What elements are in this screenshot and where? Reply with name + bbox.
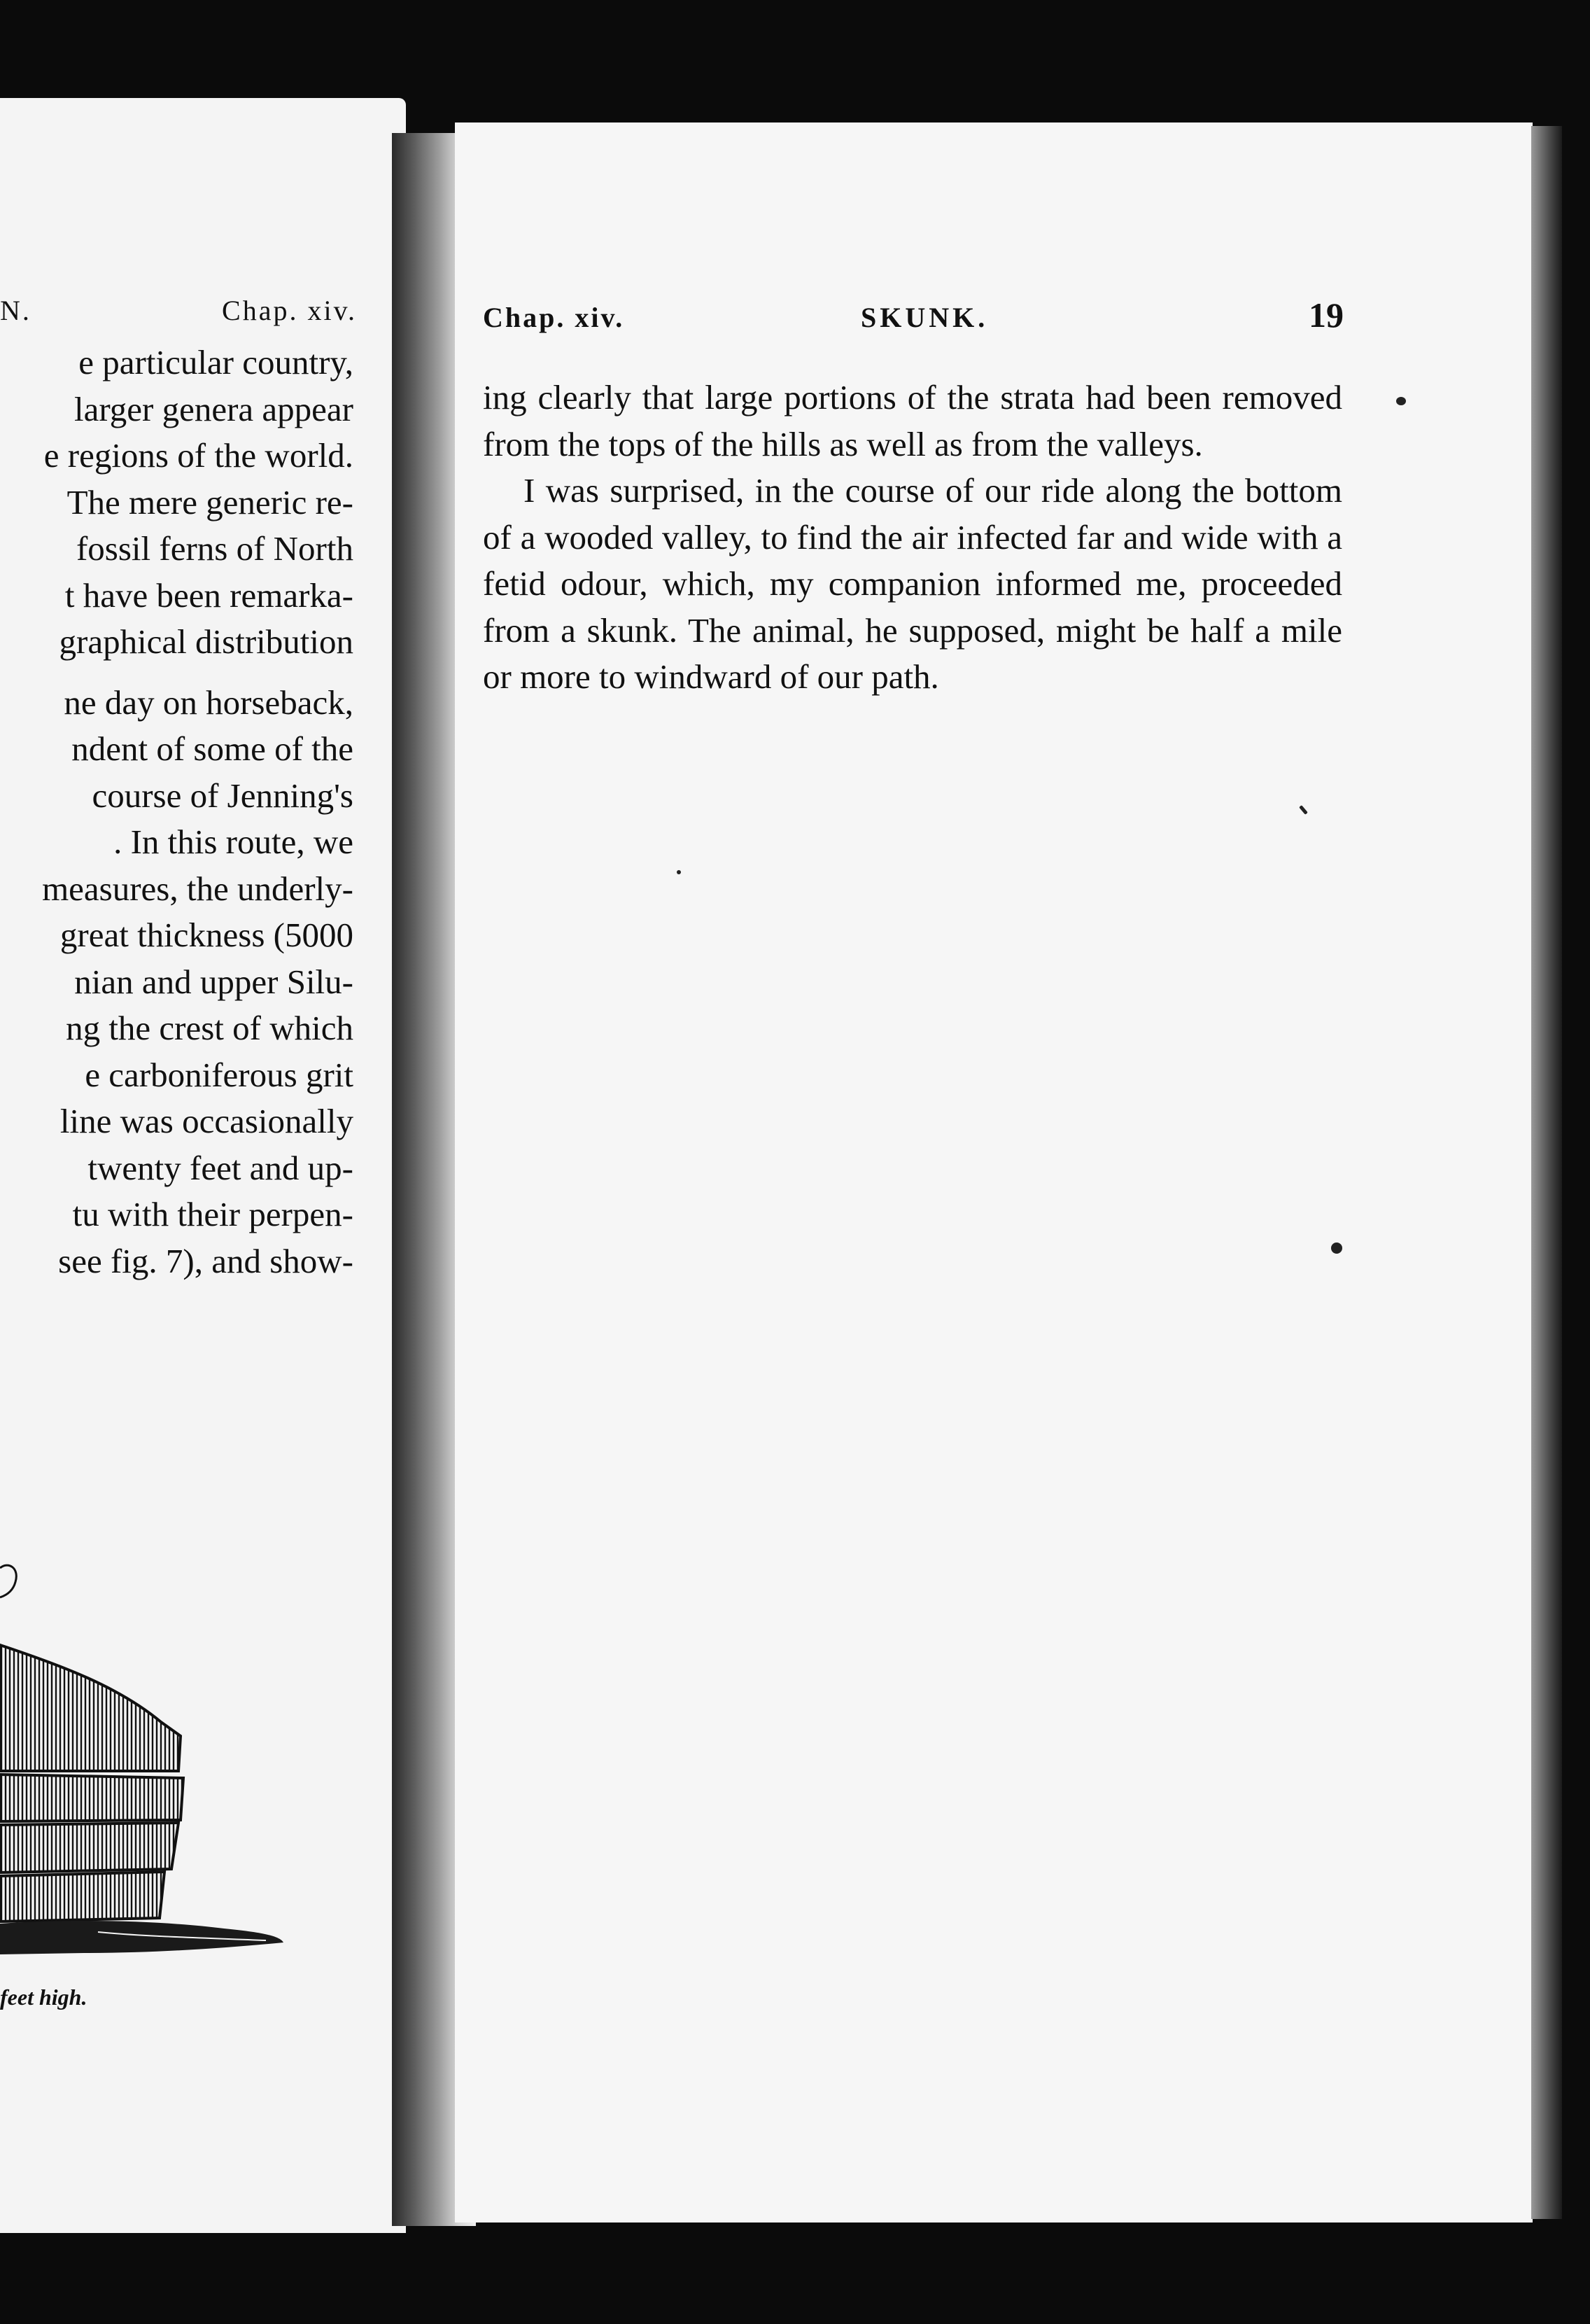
- left-line: nian and upper Silu-: [74, 962, 353, 1001]
- left-running-header: [0, 294, 357, 336]
- paragraph: ing clearly that large portions of the strata had been removed from the tops of the hills as well as from the valleys.: [483, 378, 1342, 463]
- right-header-chapter: Chap. xiv.: [483, 302, 625, 333]
- left-line: fossil ferns of North: [76, 529, 353, 568]
- ink-speck: [1396, 397, 1406, 405]
- left-line: The mere generic re-: [66, 482, 353, 522]
- left-header-chapter: Chap. xiv.: [222, 295, 357, 326]
- page-number: 19: [1309, 295, 1344, 335]
- left-page: [0, 98, 406, 2233]
- left-line: twenty feet and up-: [87, 1148, 353, 1187]
- left-line: ng the crest of which: [66, 1009, 353, 1047]
- left-page-text: [0, 340, 353, 1284]
- left-line: e regions of the world.: [43, 436, 353, 475]
- right-page-text: [483, 374, 1342, 701]
- ink-speck: [1331, 1242, 1342, 1254]
- left-line: course of Jenning's: [92, 776, 353, 815]
- left-line: e particular country,: [78, 343, 353, 382]
- left-line: ndent of some of the: [71, 729, 353, 768]
- left-line: graphical distribution: [59, 622, 353, 661]
- right-header-title: SKUNK.: [861, 302, 989, 333]
- paragraph: I was surprised, in the course of our ride along the bottom of a wooded valley, to find the air infected far and wide with a fetid odour, which, my companion informed me, proceeded from a skunk. The animal, he supposed, might be half a mile or more to windward of our path.: [483, 471, 1342, 696]
- left-line: line was occasionally: [59, 1102, 353, 1140]
- left-line: ne day on horseback,: [64, 682, 353, 722]
- figure-caption: feet high.: [0, 1984, 87, 2010]
- ink-speck: [677, 870, 681, 874]
- right-running-header: [483, 295, 1344, 340]
- left-line: measures, the underly-: [42, 869, 353, 908]
- left-line: great thickness (5000: [59, 916, 353, 954]
- page-edge-shadow: [1531, 126, 1562, 2219]
- left-line: . In this route, we: [113, 822, 353, 861]
- left-line: e carboniferous grit: [85, 1055, 353, 1094]
- left-line: see fig. 7), and show-: [58, 1241, 353, 1280]
- left-line: tu with their perpen-: [72, 1195, 353, 1233]
- rock-strata-engraving: [0, 1540, 308, 1960]
- left-line: larger genera appear: [74, 389, 353, 428]
- left-header-initial: N.: [0, 295, 31, 326]
- left-line: t have been remarka-: [64, 575, 353, 615]
